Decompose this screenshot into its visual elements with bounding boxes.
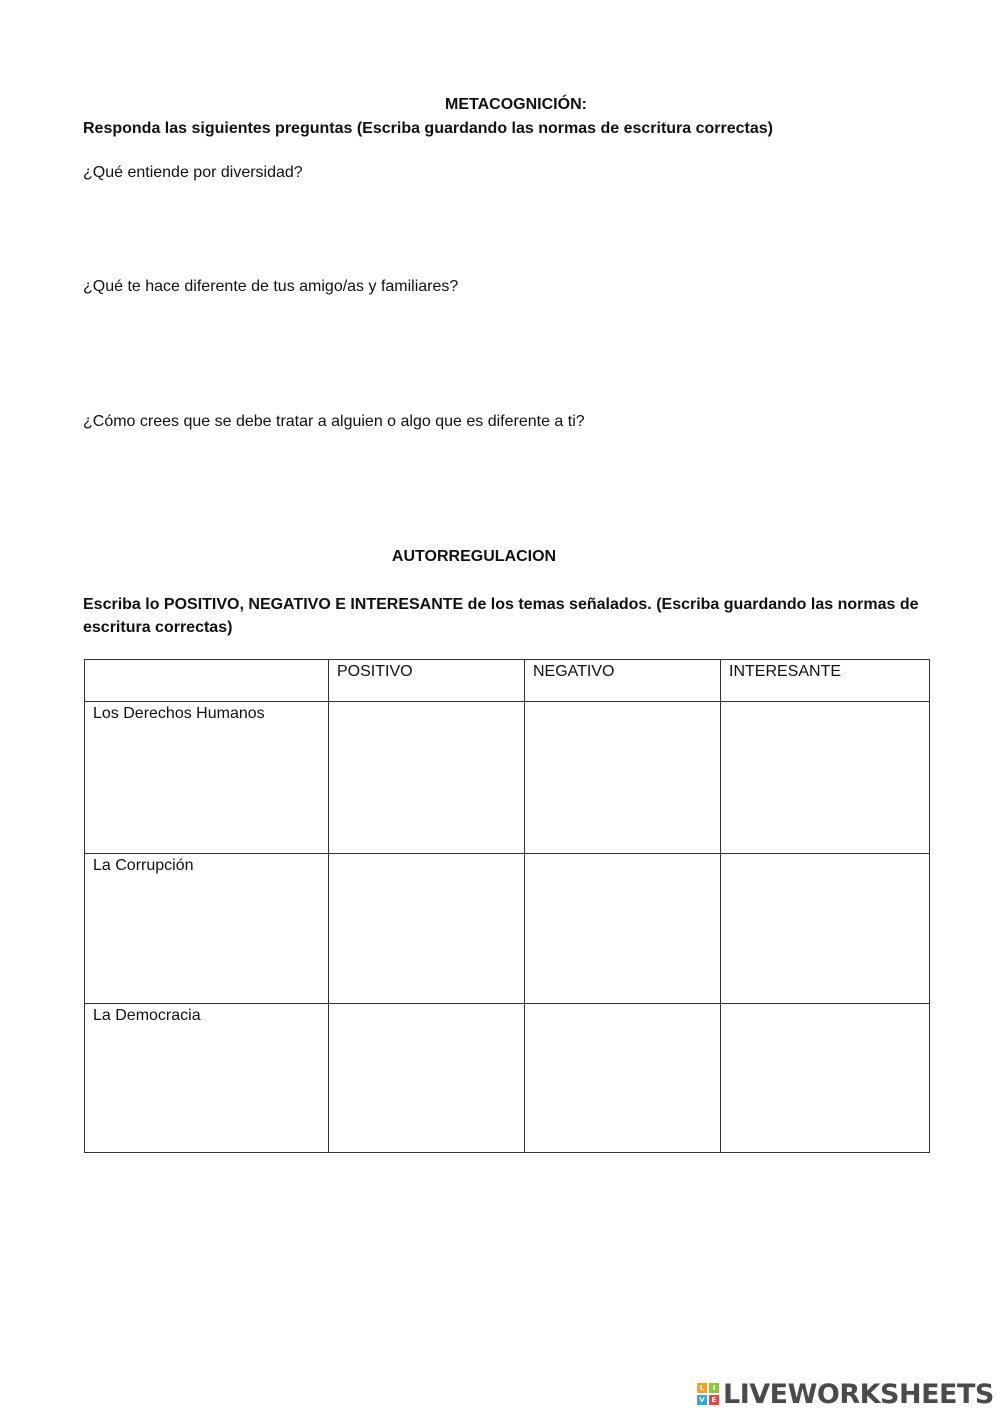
answer-cell-democracia-positivo[interactable] bbox=[329, 1004, 525, 1153]
header-cell-empty bbox=[85, 660, 329, 702]
row-label-corrupcion: La Corrupción bbox=[85, 854, 329, 1004]
answer-cell-democracia-negativo[interactable] bbox=[525, 1004, 721, 1153]
logo-mark-square: L bbox=[697, 1383, 707, 1393]
pni-table bbox=[84, 659, 930, 1153]
liveworksheets-logo bbox=[697, 1379, 994, 1409]
question-3: ¿Cómo crees que se debe tratar a alguien o algo que es diferente a ti? bbox=[83, 413, 585, 430]
answer-cell-corrupcion-interesante[interactable] bbox=[721, 854, 930, 1004]
question-2: ¿Qué te hace diferente de tus amigo/as y familiares? bbox=[83, 278, 459, 295]
row-label-derechos-humanos: Los Derechos Humanos bbox=[85, 702, 329, 854]
answer-cell-corrupcion-negativo[interactable] bbox=[525, 854, 721, 1004]
answer-cell-corrupcion-positivo[interactable] bbox=[329, 854, 525, 1004]
table-row bbox=[85, 702, 930, 854]
answer-cell-derechos-negativo[interactable] bbox=[525, 702, 721, 854]
header-cell-positivo: POSITIVO bbox=[329, 660, 525, 702]
logo-mark-square: V bbox=[697, 1395, 707, 1405]
metacognicion-instruction: Responda las siguientes preguntas (Escriba guardando las normas de escritura correctas) bbox=[83, 120, 773, 137]
section-title-autorregulacion: AUTORREGULACION bbox=[391, 548, 557, 565]
row-label-democracia: La Democracia bbox=[85, 1004, 329, 1153]
answer-cell-derechos-positivo[interactable] bbox=[329, 702, 525, 854]
table-row bbox=[85, 1004, 930, 1153]
logo-mark-icon bbox=[697, 1383, 719, 1405]
answer-cell-derechos-interesante[interactable] bbox=[721, 702, 930, 854]
autorregulacion-instruction: Escriba lo POSITIVO, NEGATIVO E INTERESANTE de los temas señalados. (Escriba guardando las normas de escritura correctas) bbox=[83, 596, 919, 636]
logo-mark-square: E bbox=[709, 1395, 719, 1405]
header-cell-negativo: NEGATIVO bbox=[525, 660, 721, 702]
table-header-row bbox=[85, 660, 930, 702]
header-cell-interesante: INTERESANTE bbox=[721, 660, 930, 702]
logo-text: LIVEWORKSHEETS bbox=[723, 1378, 994, 1410]
answer-cell-democracia-interesante[interactable] bbox=[721, 1004, 930, 1153]
question-1: ¿Qué entiende por diversidad? bbox=[83, 164, 303, 181]
section-title-metacognicion: METACOGNICIÓN: bbox=[445, 96, 587, 113]
table-row bbox=[85, 854, 930, 1004]
logo-mark-square: I bbox=[709, 1383, 719, 1393]
